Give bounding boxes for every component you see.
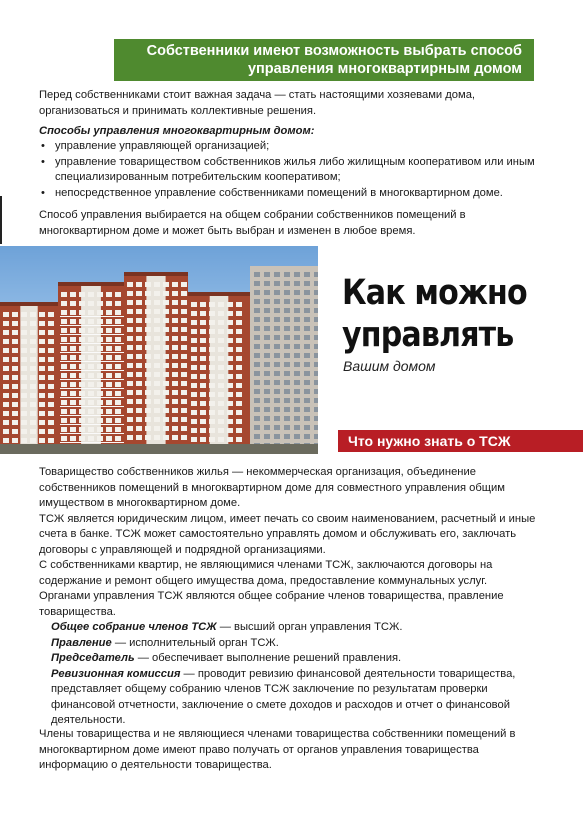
- body-paragraph-1: Товарищество собственников жилья — некоммерческая организация, объединение собственников помещений в многоквартирном доме для совместного управления общим имуществом в многоквартирном доме.: [39, 466, 505, 509]
- closing-paragraph: Члены товарищества и не являющиеся членами товарищества собственники помещений в многоквартирном доме имеют право получать от органов управления товарищества информацию о деятельности товарищества.: [39, 728, 516, 771]
- organs-list: [39, 620, 549, 729]
- organ-term: Председатель: [51, 652, 135, 664]
- page-edge-mark: [0, 196, 2, 244]
- green-title-banner: [114, 39, 534, 81]
- list-item: • непосредственное управление собственниками помещений в многоквартирном доме.: [39, 186, 544, 202]
- organ-item: [51, 651, 549, 667]
- body-paragraph-2: ТСЖ является юридическим лицом, имеет печать со своим наименованием, расчетный и иные счета в банке. ТСЖ может самостоятельно управлять домом и обслуживать его, заключать договоры с управляющей и подрядной организациями.: [39, 512, 536, 556]
- intro-paragraph: Перед собственниками стоит важная задача — стать настоящими хозяевами дома, организоваться и принимать коллективные решения.: [39, 89, 476, 117]
- building-illustration: [0, 246, 318, 454]
- organ-term: Общее собрание членов ТСЖ: [51, 621, 217, 633]
- organ-desc: — высший орган управления ТСЖ.: [216, 621, 403, 633]
- green-banner-line-2: управления многоквартирным домом: [247, 61, 522, 77]
- organ-item: [51, 636, 549, 652]
- list-item: • управление товариществом собственников жилья либо жилищным кооперативом или иным специализированным потребительским кооперативом;: [39, 155, 544, 186]
- organ-desc: — обеспечивает выполнение решений правления.: [134, 652, 402, 664]
- headline-line-1: Как можно: [342, 273, 527, 313]
- organ-desc: — проводит ревизию финансовой деятельности товарищества, представляет общему собранию членов ТСЖ заключение по результатам проверки финансовой отчетности, заключение о смете доходов и расходов и отчет о финансовой деятельности.: [51, 667, 516, 726]
- red-section-banner: Что нужно знать о ТСЖ: [338, 430, 583, 452]
- organ-item: [51, 667, 549, 729]
- list-item: • управление управляющей организацией;: [39, 139, 544, 155]
- tsj-body: [39, 465, 549, 729]
- headline: [342, 272, 527, 356]
- organ-term: Правление: [51, 636, 112, 649]
- headline-line-2: управлять: [342, 315, 514, 355]
- headline-subtitle: Вашим домом: [343, 358, 436, 374]
- methods-title: Способы управления многоквартирным домом:: [39, 125, 315, 137]
- organ-item: [51, 620, 549, 636]
- choice-paragraph: Способ управления выбирается на общем собрании собственников помещений в многоквартирном доме и может быть выбран и изменен в любое время.: [39, 209, 466, 237]
- body-paragraph-3: С собственниками квартир, не являющимися членами ТСЖ, заключаются договоры на содержание и ремонт общего имущества дома, предоставление коммунальных услуг.: [39, 559, 493, 587]
- apartment-building-photo: [0, 246, 318, 454]
- body-paragraph-4: Органами управления ТСЖ являются общее собрание членов товарищества, правление товарищества.: [39, 590, 504, 618]
- organ-desc: — исполнительный орган ТСЖ.: [111, 636, 279, 649]
- green-banner-line-1: Собственники имеют возможность выбрать способ: [146, 43, 522, 59]
- methods-list: [39, 139, 544, 201]
- organ-term: Ревизионная комиссия: [51, 667, 181, 680]
